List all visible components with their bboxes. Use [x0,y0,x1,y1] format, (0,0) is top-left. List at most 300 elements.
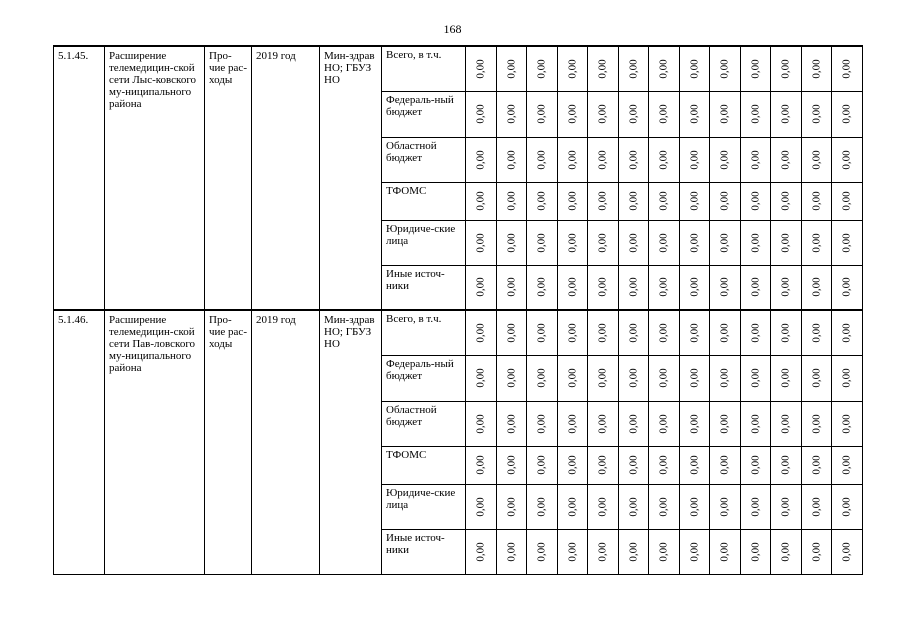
amount-cell [741,265,771,310]
amount-value: 0,00 [810,323,823,343]
amount-value: 0,00 [475,496,487,517]
amount-value: 0,00 [749,368,762,388]
amount-value: 0,00 [627,323,640,343]
amount-cell [649,220,680,265]
amount-value: 0,00 [475,59,487,79]
amount-value: 0,00 [597,323,609,343]
amount-cell [527,484,558,529]
amount-value: 0,00 [780,413,792,434]
amount-value: 0,00 [749,149,762,170]
amount-cell [649,46,680,91]
amount-cell [802,529,832,574]
funding-source-label: Всего, в т.ч. [382,310,466,355]
amount-cell [832,484,863,529]
expense-category: Про-чие рас-ходы [205,310,252,574]
amount-value: 0,00 [841,368,853,388]
amount-value: 0,00 [658,413,670,434]
amount-value: 0,00 [627,541,640,562]
amount-cell [680,182,710,220]
amount-cell [619,310,649,355]
amount-value: 0,00 [505,149,518,170]
amount-value: 0,00 [810,191,823,211]
funding-source-label: Юридиче-ские лица [382,484,466,529]
amount-value: 0,00 [627,104,640,124]
amount-cell [680,265,710,310]
amount-value: 0,00 [627,455,640,475]
amount-value: 0,00 [566,191,579,211]
amount-cell [466,182,497,220]
amount-cell [466,529,497,574]
amount-value: 0,00 [688,368,701,388]
amount-cell [680,529,710,574]
amount-cell [527,220,558,265]
amount-value: 0,00 [536,323,548,343]
amount-cell [619,91,649,137]
funding-source-label: Областной бюджет [382,401,466,446]
amount-value: 0,00 [658,496,670,517]
amount-cell [680,220,710,265]
amount-value: 0,00 [597,413,609,434]
amount-value: 0,00 [719,541,731,562]
amount-value: 0,00 [505,59,518,79]
amount-cell [649,401,680,446]
amount-value: 0,00 [505,323,518,343]
amount-value: 0,00 [841,59,853,79]
amount-value: 0,00 [749,104,762,124]
amount-value: 0,00 [566,455,579,475]
amount-cell [527,91,558,137]
amount-value: 0,00 [627,232,640,253]
amount-value: 0,00 [475,277,487,297]
amount-cell [802,46,832,91]
amount-value: 0,00 [810,541,823,562]
amount-cell [497,91,527,137]
amount-cell [497,529,527,574]
amount-value: 0,00 [719,149,731,170]
amount-value: 0,00 [475,323,487,343]
amount-value: 0,00 [475,232,487,253]
amount-value: 0,00 [505,368,518,388]
amount-cell [741,446,771,484]
amount-value: 0,00 [597,541,609,562]
amount-cell [710,46,741,91]
table-row [54,310,863,355]
amount-cell [619,446,649,484]
amount-cell [558,46,588,91]
amount-cell [527,355,558,401]
amount-value: 0,00 [749,323,762,343]
amount-value: 0,00 [810,149,823,170]
amount-value: 0,00 [719,323,731,343]
amount-value: 0,00 [719,368,731,388]
amount-value: 0,00 [780,455,792,475]
amount-value: 0,00 [841,496,853,517]
amount-value: 0,00 [566,541,579,562]
amount-value: 0,00 [536,368,548,388]
amount-cell [497,265,527,310]
amount-value: 0,00 [505,496,518,517]
amount-cell [680,137,710,182]
amount-cell [588,46,619,91]
amount-cell [741,484,771,529]
amount-value: 0,00 [658,191,670,211]
amount-value: 0,00 [810,413,823,434]
funding-source-label: Федераль-ный бюджет [382,355,466,401]
amount-value: 0,00 [688,59,701,79]
amount-cell [619,220,649,265]
amount-value: 0,00 [810,104,823,124]
amount-cell [771,137,802,182]
amount-cell [466,446,497,484]
amount-value: 0,00 [841,541,853,562]
amount-cell [649,310,680,355]
measure-year: 2019 год [252,310,320,574]
amount-cell [741,137,771,182]
amount-cell [832,46,863,91]
amount-cell [649,484,680,529]
amount-value: 0,00 [688,541,701,562]
amount-value: 0,00 [597,368,609,388]
amount-value: 0,00 [536,413,548,434]
amount-cell [558,529,588,574]
amount-value: 0,00 [597,455,609,475]
amount-value: 0,00 [597,232,609,253]
amount-cell [497,401,527,446]
amount-value: 0,00 [749,232,762,253]
amount-value: 0,00 [627,368,640,388]
amount-value: 0,00 [780,149,792,170]
amount-cell [832,91,863,137]
amount-value: 0,00 [780,59,792,79]
amount-cell [558,137,588,182]
amount-cell [497,446,527,484]
amount-cell [588,137,619,182]
amount-cell [497,46,527,91]
amount-value: 0,00 [841,149,853,170]
amount-cell [588,401,619,446]
amount-value: 0,00 [810,277,823,297]
amount-value: 0,00 [566,104,579,124]
amount-value: 0,00 [810,455,823,475]
amount-value: 0,00 [505,232,518,253]
amount-cell [802,310,832,355]
amount-cell [466,310,497,355]
amount-value: 0,00 [475,104,487,124]
amount-cell [558,484,588,529]
amount-value: 0,00 [780,277,792,297]
amount-value: 0,00 [719,413,731,434]
amount-cell [771,355,802,401]
amount-value: 0,00 [688,232,701,253]
amount-cell [558,91,588,137]
amount-value: 0,00 [749,191,762,211]
amount-cell [527,182,558,220]
amount-value: 0,00 [597,191,609,211]
amount-value: 0,00 [597,59,609,79]
amount-value: 0,00 [566,277,579,297]
amount-value: 0,00 [505,104,518,124]
funding-source-label: Всего, в т.ч. [382,46,466,91]
amount-cell [680,446,710,484]
amount-value: 0,00 [841,277,853,297]
amount-value: 0,00 [841,455,853,475]
amount-value: 0,00 [475,413,487,434]
amount-value: 0,00 [780,496,792,517]
amount-value: 0,00 [475,191,487,211]
amount-cell [802,137,832,182]
amount-cell [527,46,558,91]
amount-value: 0,00 [536,104,548,124]
amount-value: 0,00 [749,59,762,79]
amount-value: 0,00 [475,455,487,475]
amount-value: 0,00 [688,455,701,475]
amount-cell [802,401,832,446]
amount-cell [832,401,863,446]
amount-value: 0,00 [627,149,640,170]
amount-cell [832,137,863,182]
amount-cell [497,310,527,355]
amount-value: 0,00 [749,496,762,517]
amount-value: 0,00 [536,277,548,297]
amount-value: 0,00 [841,191,853,211]
amount-value: 0,00 [810,496,823,517]
amount-cell [802,220,832,265]
amount-cell [466,355,497,401]
expense-category: Про-чие рас-ходы [205,46,252,310]
amount-value: 0,00 [749,455,762,475]
amount-cell [710,355,741,401]
amount-cell [710,137,741,182]
amount-cell [497,355,527,401]
amount-cell [771,446,802,484]
amount-value: 0,00 [536,232,548,253]
amount-value: 0,00 [841,323,853,343]
amount-cell [527,529,558,574]
amount-cell [497,484,527,529]
amount-value: 0,00 [627,191,640,211]
amount-value: 0,00 [780,104,792,124]
amount-value: 0,00 [566,59,579,79]
amount-value: 0,00 [536,59,548,79]
amount-value: 0,00 [597,149,609,170]
amount-cell [527,401,558,446]
amount-cell [710,310,741,355]
amount-value: 0,00 [658,104,670,124]
amount-cell [619,401,649,446]
amount-value: 0,00 [719,277,731,297]
table-body [54,46,863,574]
funding-source-label: Областной бюджет [382,137,466,182]
amount-cell [802,182,832,220]
amount-cell [466,137,497,182]
amount-cell [466,46,497,91]
amount-value: 0,00 [658,232,670,253]
amount-cell [649,91,680,137]
amount-value: 0,00 [566,323,579,343]
amount-value: 0,00 [688,496,701,517]
amount-cell [558,401,588,446]
amount-cell [497,182,527,220]
amount-cell [710,484,741,529]
amount-value: 0,00 [749,277,762,297]
amount-value: 0,00 [505,455,518,475]
amount-value: 0,00 [566,496,579,517]
amount-cell [741,310,771,355]
amount-cell [588,529,619,574]
budget-table [53,45,863,575]
amount-cell [680,401,710,446]
amount-value: 0,00 [810,232,823,253]
amount-value: 0,00 [627,277,640,297]
amount-cell [710,182,741,220]
amount-value: 0,00 [841,232,853,253]
amount-cell [710,446,741,484]
funding-source-label: ТФОМС [382,182,466,220]
amount-value: 0,00 [658,541,670,562]
amount-value: 0,00 [841,413,853,434]
amount-cell [741,91,771,137]
funding-source-label: Федераль-ный бюджет [382,91,466,137]
amount-cell [710,91,741,137]
amount-cell [741,182,771,220]
amount-value: 0,00 [505,413,518,434]
amount-cell [619,137,649,182]
amount-value: 0,00 [505,191,518,211]
funding-source-label: ТФОМС [382,446,466,484]
amount-cell [680,91,710,137]
amount-value: 0,00 [719,59,731,79]
amount-cell [558,220,588,265]
amount-value: 0,00 [688,104,701,124]
amount-value: 0,00 [688,191,701,211]
amount-value: 0,00 [688,149,701,170]
amount-cell [527,265,558,310]
amount-cell [771,220,802,265]
amount-value: 0,00 [658,455,670,475]
amount-cell [741,401,771,446]
amount-cell [771,182,802,220]
amount-value: 0,00 [780,323,792,343]
amount-cell [649,265,680,310]
amount-value: 0,00 [780,541,792,562]
amount-cell [619,265,649,310]
amount-cell [802,91,832,137]
amount-value: 0,00 [719,232,731,253]
amount-cell [832,265,863,310]
amount-value: 0,00 [536,191,548,211]
funding-source-label: Юридиче-ские лица [382,220,466,265]
amount-cell [649,529,680,574]
amount-cell [466,401,497,446]
amount-value: 0,00 [627,413,640,434]
amount-value: 0,00 [597,104,609,124]
amount-cell [680,355,710,401]
amount-value: 0,00 [780,232,792,253]
amount-value: 0,00 [841,104,853,124]
amount-value: 0,00 [719,191,731,211]
amount-cell [832,529,863,574]
amount-value: 0,00 [810,368,823,388]
amount-cell [680,484,710,529]
amount-value: 0,00 [566,368,579,388]
amount-cell [588,484,619,529]
amount-cell [802,484,832,529]
amount-value: 0,00 [536,455,548,475]
amount-cell [588,220,619,265]
amount-value: 0,00 [658,323,670,343]
measure-year: 2019 год [252,46,320,310]
amount-cell [802,355,832,401]
amount-cell [832,182,863,220]
amount-cell [710,265,741,310]
amount-cell [619,355,649,401]
amount-cell [832,220,863,265]
amount-cell [680,46,710,91]
amount-cell [802,446,832,484]
measure-number: 5.1.45. [54,46,105,310]
amount-value: 0,00 [658,59,670,79]
amount-cell [527,446,558,484]
amount-cell [710,401,741,446]
amount-cell [649,182,680,220]
amount-value: 0,00 [566,149,579,170]
amount-cell [802,265,832,310]
amount-cell [619,182,649,220]
amount-value: 0,00 [658,149,670,170]
amount-value: 0,00 [536,149,548,170]
funding-source-label: Иные источ-ники [382,529,466,574]
amount-value: 0,00 [658,368,670,388]
amount-value: 0,00 [627,59,640,79]
amount-cell [466,484,497,529]
amount-cell [832,355,863,401]
measure-name: Расширение телемедицин-ской сети Пав-ловского му-ниципального района [105,310,205,574]
amount-cell [466,91,497,137]
amount-cell [558,355,588,401]
amount-cell [741,46,771,91]
amount-value: 0,00 [627,496,640,517]
responsible-org: Мин-здрав НО; ГБУЗ НО [320,46,382,310]
amount-value: 0,00 [719,496,731,517]
amount-value: 0,00 [780,191,792,211]
amount-cell [588,182,619,220]
amount-cell [588,310,619,355]
amount-cell [619,46,649,91]
amount-value: 0,00 [475,368,487,388]
amount-cell [649,355,680,401]
amount-value: 0,00 [505,541,518,562]
amount-cell [771,265,802,310]
amount-value: 0,00 [719,455,731,475]
amount-value: 0,00 [475,149,487,170]
amount-value: 0,00 [810,59,823,79]
amount-cell [771,484,802,529]
amount-cell [741,529,771,574]
amount-cell [466,265,497,310]
page-number: 168 [443,22,462,36]
amount-cell [558,265,588,310]
amount-cell [588,265,619,310]
amount-cell [741,220,771,265]
amount-value: 0,00 [536,541,548,562]
amount-cell [832,446,863,484]
table-row [54,46,863,91]
amount-value: 0,00 [566,232,579,253]
amount-value: 0,00 [566,413,579,434]
funding-source-label: Иные источ-ники [382,265,466,310]
amount-value: 0,00 [658,277,670,297]
amount-value: 0,00 [688,277,701,297]
